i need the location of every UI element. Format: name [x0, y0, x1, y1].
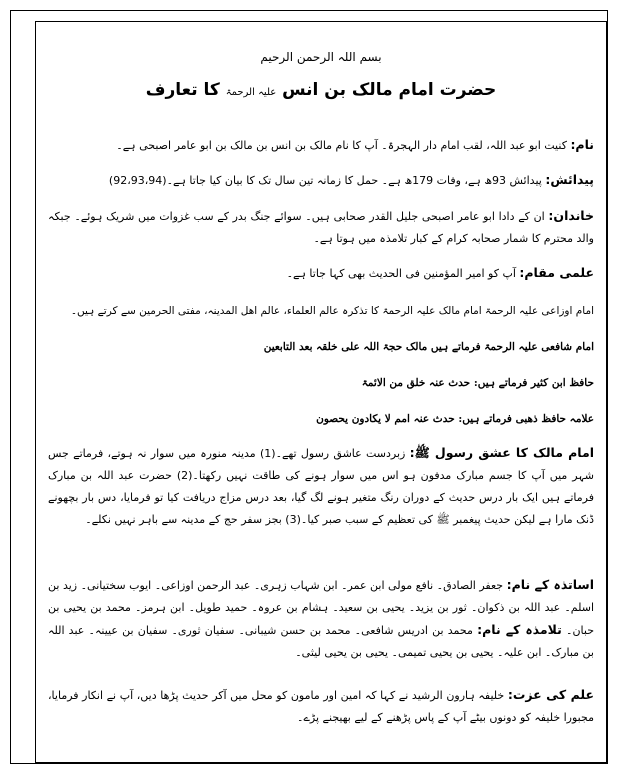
title-honorific: علیہ الرحمۃ	[225, 87, 277, 98]
title-main: حضرت امام مالک بن انس	[282, 80, 497, 100]
section-honor	[48, 684, 594, 729]
section-students-label: تلامذہ کے نام:	[477, 622, 562, 637]
section-students-text: محمد بن ادریس شافعی۔ محمد بن حسن شیبانی۔ سفیان ثوری۔ سفیان بن عیینہ۔ عبد اللہ بن مبارک۔ ابن علیہ۔ یحیی بن یحیی تمیمی۔ یحیی بن یحیی لیثی۔	[48, 624, 594, 659]
section-birth	[48, 169, 594, 192]
page-outer-border	[10, 10, 608, 764]
section-teachers	[48, 574, 594, 664]
section-honor-text: خلیفہ ہارون الرشید نے کہا کہ امین اور مامون کو محل میں آکر حدیث پڑھا دیں، آپ نے انکار فرمایا، مجبورا خلیفہ کو دونوں بیٹے آپ کے پاس پڑھنے کے لیے بھیجنے پڑے۔	[48, 689, 594, 724]
section-love-text: زبردست عاشق رسول تھے۔(1) مدینہ منورہ میں سوار نہ ہوتے، فرماتے جس شہر میں آپ کا جسم مبارک مدفون ہو اس میں سوار ہونے کی طاقت نہیں رکھتا۔(2) حضرت عبد اللہ بن مبارک فرماتے ہیں ایک بار درس حدیث کے دوران رنگ متغیر ہونے لگ گیا، بعد درس مزاج دریافت کیا تو فرمایا، دس بار بچھونے ڈنک مارا ہے لیکن حدیث پیغمبر ﷺ کی تعظیم کے سبب صبر کیا۔(3) بجز سفر حج کے مدینہ سے باہر نہیں نکلے۔	[48, 447, 594, 526]
section-family-label: خاندان:	[548, 208, 594, 223]
section-family-text: ان کے دادا ابو عامر اصبحی جلیل القدر صحابی ہیں۔ سوائے جنگ بدر کے سب غزوات میں شریک ہوئے۔ جبکہ والد محترم کا شمار صحابہ کرام کے کبار تلامذہ میں ہوتا ہے۔	[48, 210, 594, 245]
title-tail: کا تعارف	[145, 80, 220, 100]
section-teachers-label: اساتذہ کے نام:	[506, 577, 594, 592]
section-name-label: نام:	[570, 137, 594, 152]
section-birth-text: پیدائش 93ھ ہے، وفات 179ھ ہے۔ حمل کا زمانہ تین سال تک کا بیان کیا جاتا ہے۔(92،93،94)	[108, 174, 542, 187]
section-love	[48, 442, 594, 531]
section-teachers-text: جعفر الصادق۔ نافع مولی ابن عمر۔ ابن شہاب زہری۔ عبد الرحمن اوزاعی۔ ایوب سختیانی۔ زید بن اسلم۔ عبد اللہ بن ذکوان۔ ثور بن یزید۔ یحیی بن سعید۔ ہشام بن عروہ۔ حمید طویل۔ ابن ہرمز۔ محمد بن یحیی بن حبان۔	[48, 579, 595, 637]
section-rank-label: علمی مقام:	[519, 265, 594, 280]
page-inner-border	[35, 21, 607, 763]
section-love-label: امام مالک کا عشق رسول ﷺ:	[409, 445, 595, 460]
section-name-text: کنیت ابو عبد اللہ، لقب امام دار الہجرۃ۔ آپ کا نام مالک بن انس بن مالک بن ابو عامر اصبحی ہے۔	[116, 139, 567, 152]
quote-ibn-kathir: حافظ ابن کثیر فرماتے ہیں: حدث عنہ خلق من الائمۃ	[361, 377, 594, 389]
section-rank	[48, 262, 594, 285]
quote-shafii: امام شافعی علیہ الرحمۃ فرماتے ہیں مالک حجۃ اللہ علی خلقہ بعد التابعین	[263, 341, 594, 353]
section-family	[48, 205, 594, 250]
quote-dhahabi: علامہ حافظ ذھبی فرماتے ہیں: حدث عنہ امم لا یکادون یحصون	[316, 413, 594, 425]
section-rank-text: آپ کو امیر المؤمنین فی الحدیث بھی کہا جاتا ہے۔	[286, 267, 516, 280]
bismillah-heading: بسم اللہ الرحمن الرحیم	[260, 50, 382, 64]
page-title	[48, 80, 594, 100]
quote-awzai: امام اوزاعی علیہ الرحمۃ امام مالک علیہ الرحمۃ کا تذکرہ عالم العلماء، عالم اھل المدینہ، مفتی الحرمین سے کرتے ہیں۔	[70, 305, 594, 317]
section-honor-label: علم کی عزت:	[507, 687, 595, 702]
section-name	[48, 134, 594, 157]
section-birth-label: پیدائش:	[545, 172, 594, 187]
